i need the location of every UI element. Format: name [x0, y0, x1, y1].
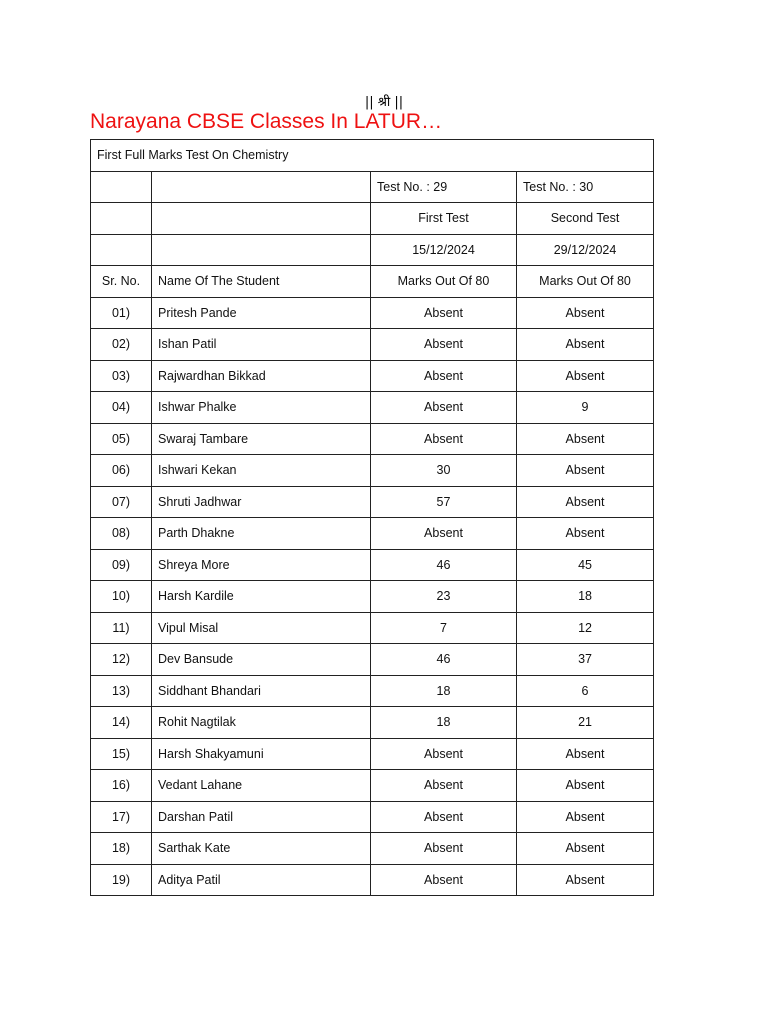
- sr-no-cell: 12): [91, 644, 152, 676]
- table-row: [91, 675, 654, 707]
- test-1-marks-cell: Absent: [371, 738, 517, 770]
- test-2-marks-cell: Absent: [517, 297, 654, 329]
- table-row: [91, 329, 654, 361]
- test-number-2: Test No. : 30: [517, 171, 654, 203]
- sr-no-cell: 17): [91, 801, 152, 833]
- test-date-2: 29/12/2024: [517, 234, 654, 266]
- student-name-cell: Rohit Nagtilak: [152, 707, 371, 739]
- test-1-marks-cell: 7: [371, 612, 517, 644]
- test-number-row: [91, 171, 654, 203]
- sr-no-cell: 06): [91, 455, 152, 487]
- test-1-marks-cell: 18: [371, 675, 517, 707]
- test-1-marks-cell: Absent: [371, 801, 517, 833]
- student-rows: [91, 297, 654, 896]
- test-2-marks-cell: Absent: [517, 864, 654, 896]
- sr-no-cell: 03): [91, 360, 152, 392]
- test-1-marks-cell: Absent: [371, 770, 517, 802]
- test-1-marks-cell: Absent: [371, 423, 517, 455]
- test-number-1: Test No. : 29: [371, 171, 517, 203]
- table-row: [91, 707, 654, 739]
- test-2-marks-cell: 45: [517, 549, 654, 581]
- student-name-cell: Ishwari Kekan: [152, 455, 371, 487]
- table-row: [91, 801, 654, 833]
- column-header-row: [91, 266, 654, 298]
- test-2-marks-cell: 9: [517, 392, 654, 424]
- table-title-row: [91, 140, 654, 172]
- student-name-cell: Ishwar Phalke: [152, 392, 371, 424]
- blank-cell: [91, 171, 152, 203]
- test-2-marks-cell: Absent: [517, 770, 654, 802]
- table-row: [91, 833, 654, 865]
- marks-table: [90, 139, 654, 896]
- test-2-marks-cell: Absent: [517, 455, 654, 487]
- sr-no-cell: 04): [91, 392, 152, 424]
- student-name-cell: Harsh Shakyamuni: [152, 738, 371, 770]
- test-1-marks-cell: Absent: [371, 392, 517, 424]
- student-name-cell: Swaraj Tambare: [152, 423, 371, 455]
- column-header-marks-test-1: Marks Out Of 80: [371, 266, 517, 298]
- table-row: [91, 770, 654, 802]
- blank-cell: [152, 171, 371, 203]
- sr-no-cell: 19): [91, 864, 152, 896]
- table-title: First Full Marks Test On Chemistry: [91, 140, 654, 172]
- sr-no-cell: 18): [91, 833, 152, 865]
- table-row: [91, 486, 654, 518]
- test-date-row: [91, 234, 654, 266]
- student-name-cell: Rajwardhan Bikkad: [152, 360, 371, 392]
- test-2-marks-cell: 37: [517, 644, 654, 676]
- student-name-cell: Shreya More: [152, 549, 371, 581]
- table-row: [91, 549, 654, 581]
- test-2-marks-cell: Absent: [517, 801, 654, 833]
- test-1-marks-cell: Absent: [371, 864, 517, 896]
- test-2-marks-cell: Absent: [517, 833, 654, 865]
- test-2-marks-cell: 6: [517, 675, 654, 707]
- student-name-cell: Harsh Kardile: [152, 581, 371, 613]
- test-2-marks-cell: Absent: [517, 423, 654, 455]
- student-name-cell: Darshan Patil: [152, 801, 371, 833]
- sr-no-cell: 13): [91, 675, 152, 707]
- blank-cell: [91, 234, 152, 266]
- test-2-marks-cell: Absent: [517, 360, 654, 392]
- sr-no-cell: 14): [91, 707, 152, 739]
- test-2-marks-cell: Absent: [517, 738, 654, 770]
- test-1-marks-cell: Absent: [371, 297, 517, 329]
- test-1-marks-cell: 23: [371, 581, 517, 613]
- student-name-cell: Pritesh Pande: [152, 297, 371, 329]
- test-1-marks-cell: Absent: [371, 833, 517, 865]
- test-1-marks-cell: 46: [371, 644, 517, 676]
- table-row: [91, 360, 654, 392]
- test-2-marks-cell: Absent: [517, 486, 654, 518]
- sr-no-cell: 05): [91, 423, 152, 455]
- blank-cell: [152, 203, 371, 235]
- sr-no-cell: 16): [91, 770, 152, 802]
- test-1-marks-cell: Absent: [371, 518, 517, 550]
- table-row: [91, 644, 654, 676]
- table-row: [91, 581, 654, 613]
- test-date-1: 15/12/2024: [371, 234, 517, 266]
- table-row: [91, 392, 654, 424]
- student-name-cell: Dev Bansude: [152, 644, 371, 676]
- student-name-cell: Vipul Misal: [152, 612, 371, 644]
- column-header-marks-test-2: Marks Out Of 80: [517, 266, 654, 298]
- sr-no-cell: 15): [91, 738, 152, 770]
- student-name-cell: Sarthak Kate: [152, 833, 371, 865]
- test-name-row: [91, 203, 654, 235]
- table-row: [91, 297, 654, 329]
- test-2-marks-cell: 12: [517, 612, 654, 644]
- blank-cell: [91, 203, 152, 235]
- column-header-sr-no: Sr. No.: [91, 266, 152, 298]
- table-row: [91, 612, 654, 644]
- test-1-marks-cell: 18: [371, 707, 517, 739]
- column-header-student-name: Name Of The Student: [152, 266, 371, 298]
- student-name-cell: Aditya Patil: [152, 864, 371, 896]
- student-name-cell: Shruti Jadhwar: [152, 486, 371, 518]
- test-2-marks-cell: Absent: [517, 518, 654, 550]
- blank-cell: [152, 234, 371, 266]
- test-1-marks-cell: 30: [371, 455, 517, 487]
- table-row: [91, 864, 654, 896]
- student-name-cell: Siddhant Bhandari: [152, 675, 371, 707]
- table-row: [91, 518, 654, 550]
- table-row: [91, 455, 654, 487]
- test-2-marks-cell: 18: [517, 581, 654, 613]
- sr-no-cell: 11): [91, 612, 152, 644]
- sr-no-cell: 10): [91, 581, 152, 613]
- sr-no-cell: 07): [91, 486, 152, 518]
- sr-no-cell: 01): [91, 297, 152, 329]
- test-2-marks-cell: Absent: [517, 329, 654, 361]
- student-name-cell: Ishan Patil: [152, 329, 371, 361]
- table-row: [91, 423, 654, 455]
- invocation-heading: || श्री ||: [364, 95, 404, 110]
- sr-no-cell: 09): [91, 549, 152, 581]
- institute-title: Narayana CBSE Classes In LATUR…: [90, 110, 443, 133]
- student-name-cell: Vedant Lahane: [152, 770, 371, 802]
- test-1-marks-cell: 57: [371, 486, 517, 518]
- test-2-marks-cell: 21: [517, 707, 654, 739]
- sr-no-cell: 08): [91, 518, 152, 550]
- student-name-cell: Parth Dhakne: [152, 518, 371, 550]
- table-row: [91, 738, 654, 770]
- test-1-marks-cell: 46: [371, 549, 517, 581]
- test-name-1: First Test: [371, 203, 517, 235]
- test-1-marks-cell: Absent: [371, 329, 517, 361]
- test-1-marks-cell: Absent: [371, 360, 517, 392]
- test-name-2: Second Test: [517, 203, 654, 235]
- sr-no-cell: 02): [91, 329, 152, 361]
